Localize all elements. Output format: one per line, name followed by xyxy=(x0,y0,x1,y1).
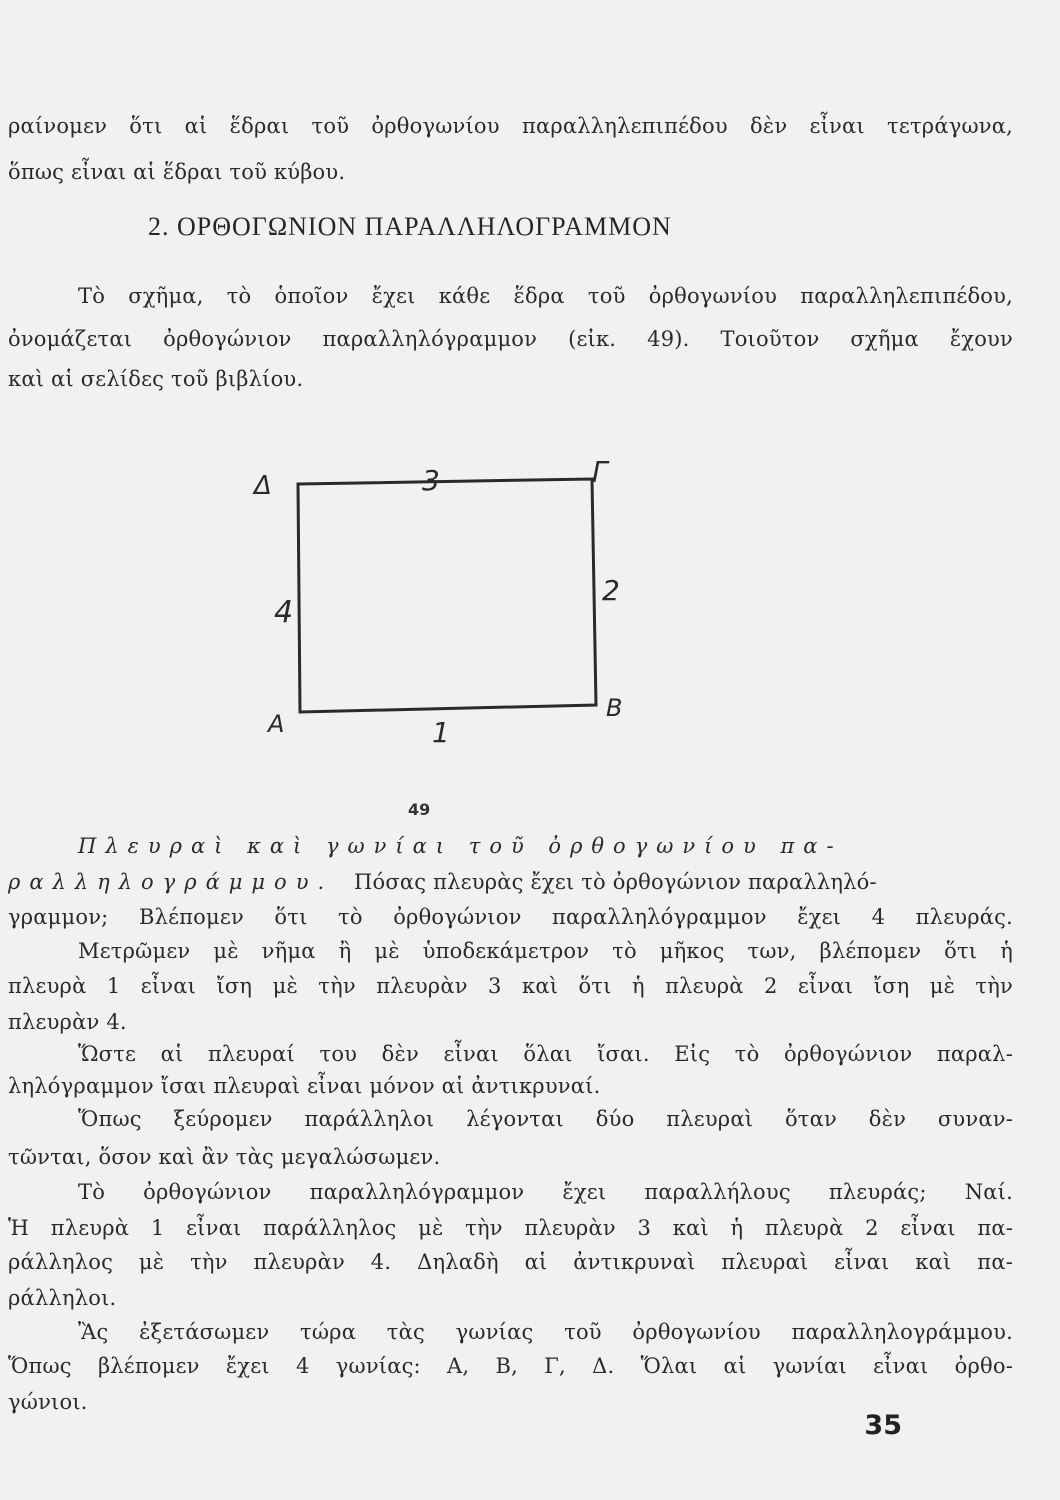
body-line-2: Μετρῶμεν μὲ νῆμα ἢ μὲ ὑποδεκάμετρον τὸ μῆκος των, βλέπομεν ὅτι ἡ xyxy=(78,939,1013,963)
body-line-3: πλευρὰ 1 εἶναι ἴση μὲ τὴν πλευρὰν 3 καὶ ὅτι ἡ πλευρὰ 2 εἶναι ἴση μὲ τὴν xyxy=(8,974,1013,998)
body-line-9: Τὸ ὀρθογώνιον παραλληλόγραμμον ἔχει παραλλήλους πλευράς; Ναί. xyxy=(78,1180,1013,1204)
body-line-8: τῶνται, ὅσον καὶ ἂν τὰς μεγαλώσωμεν. xyxy=(8,1145,441,1169)
sides-line-2 xyxy=(8,868,1013,896)
corner-label-bottom-right: Β xyxy=(606,694,623,722)
figure-caption: 49 xyxy=(408,800,431,819)
sides-heading-line-2: ραλληλογράμμου. xyxy=(8,870,334,894)
body-line-12: ράλληλοι. xyxy=(8,1286,117,1310)
corner-label-top-right: Γ xyxy=(592,456,608,489)
body-line-6: ληλόγραμμον ἴσαι πλευραὶ εἶναι μόνον αἱ ἀντικρυναί. xyxy=(8,1074,601,1098)
rectangle-shape xyxy=(298,479,596,712)
body-line-11: ράλληλος μὲ τὴν πλευρὰν 4. Δηλαδὴ αἱ ἀντικρυναὶ πλευραὶ εἶναι καὶ πα- xyxy=(8,1250,1013,1274)
body-line-4: πλευρὰν 4. xyxy=(8,1010,127,1034)
definition-line-3: καὶ αἱ σελίδες τοῦ βιβλίου. xyxy=(8,367,304,391)
body-line-14: Ὅπως βλέπομεν ἔχει 4 γωνίας: Α, Β, Γ, Δ. Ὅλαι αἱ γωνίαι εἶναι ὀρθο- xyxy=(8,1354,1013,1378)
section-title: 2. ΟΡΘΟΓΩΝΙΟΝ ΠΑΡΑΛΛΗΛΟΓΡΑΜΜΟΝ xyxy=(148,212,672,241)
body-line-1: γραμμον; Βλέπομεν ὅτι τὸ ὀρθογώνιον παραλληλόγραμμον ἔχει 4 πλευράς. xyxy=(8,905,1013,929)
body-line-10: Ἡ πλευρὰ 1 εἶναι παράλληλος μὲ τὴν πλευρὰν 3 καὶ ἡ πλευρὰ 2 εἶναι πα- xyxy=(8,1216,1013,1240)
definition-line-1: Τὸ σχῆμα, τὸ ὁποῖον ἔχει κάθε ἕδρα τοῦ ὀρθογωνίου παραλληλεπιπέδου, xyxy=(78,284,1013,308)
definition-line-2: ὀνομάζεται ὀρθογώνιον παραλληλόγραμμον (εἰκ. 49). Τοιοῦτον σχῆμα ἔχουν xyxy=(8,327,1013,351)
body-line-5: Ὥστε αἱ πλευραί του δὲν εἶναι ὅλαι ἴσαι. Εἰς τὸ ὀρθογώνιον παραλ- xyxy=(78,1042,1013,1066)
rectangle-diagram xyxy=(240,440,660,760)
body-line-15: γώνιοι. xyxy=(8,1390,88,1414)
page-number: 35 xyxy=(864,1410,902,1441)
body-line-13: Ἂς ἐξετάσωμεν τώρα τὰς γωνίας τοῦ ὀρθογωνίου παραλληλογράμμου. xyxy=(78,1320,1013,1344)
corner-label-top-left: Δ xyxy=(254,471,272,501)
intro-line-2: ὅπως εἶναι αἱ ἕδραι τοῦ κύβου. xyxy=(8,160,346,184)
side-label-top: 3 xyxy=(422,464,440,497)
side-label-bottom: 1 xyxy=(432,716,450,749)
sides-heading-line-1: Πλευραὶ καὶ γωνίαι τοῦ ὀρθογωνίου πα- xyxy=(78,834,843,858)
body-line-7: Ὅπως ξεύρομεν παράλληλοι λέγονται δύο πλευραὶ ὅταν δὲν συναν- xyxy=(78,1107,1013,1131)
corner-label-bottom-left: Α xyxy=(268,710,285,738)
figure-49-rectangle xyxy=(240,440,660,760)
side-label-right: 2 xyxy=(602,574,620,607)
sides-question: Πόσας πλευρὰς ἔχει τὸ ὀρθογώνιον παραλληλό- xyxy=(354,870,877,894)
intro-line-1: ραίνομεν ὅτι αἱ ἕδραι τοῦ ὀρθογωνίου παραλληλεπιπέδου δὲν εἶναι τετράγωνα, xyxy=(8,114,1013,138)
side-label-left: 4 xyxy=(274,595,294,630)
